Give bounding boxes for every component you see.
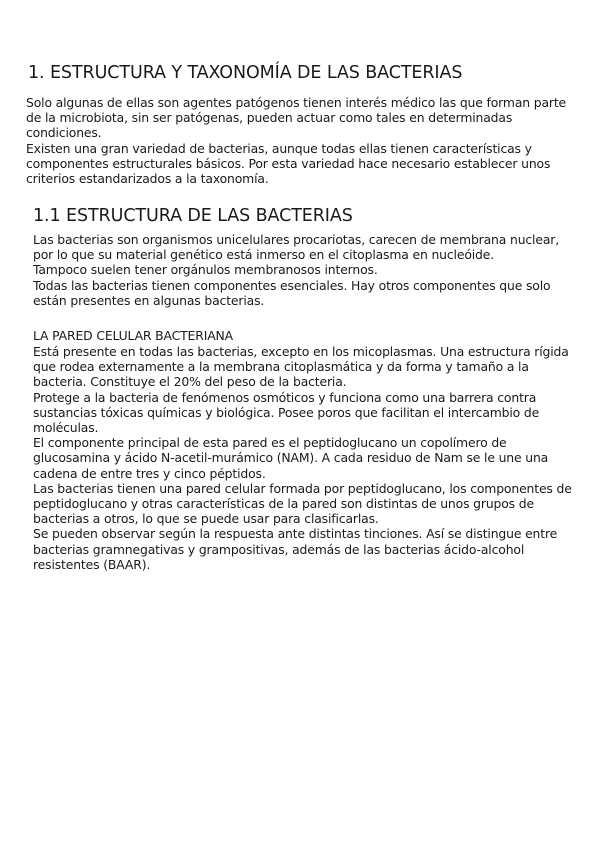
paragraph: Está presente en todas las bacterias, excepto en los micoplasmas. Una estructura rígida que rodea externamente a la membrana citoplasmática y da forma y tamaño a la bacteria. Constituye el 20% del peso de la bacteria. — [33, 344, 569, 390]
section-1-body — [26, 95, 578, 186]
paragraph: Se pueden observar según la respuesta ante distintas tinciones. Así se distingue entre bacterias gramnegativas y grampositivas, además de las bacterias ácido-alcohol resistentes (BAAR). — [33, 526, 558, 572]
pared-title: LA PARED CELULAR BACTERIANA — [33, 328, 233, 343]
paragraph: El componente principal de esta pared es el peptidoglucano un copolímero de glucosamina y ácido N-acetil-murámico (NAM). A cada residuo de Nam se le une una cadena de entre tres y cinco péptidos. — [33, 435, 549, 481]
section-1-1-title: 1.1 ESTRUCTURA DE LAS BACTERIAS — [33, 206, 353, 226]
pared-body — [33, 344, 581, 572]
section-1-title: 1. ESTRUCTURA Y TAXONOMÍA DE LAS BACTERIAS — [28, 63, 463, 83]
paragraph: Protege a la bacteria de fenómenos osmóticos y funciona como una barrera contra sustancias tóxicas químicas y biológica. Posee poros que facilitan el intercambio de moléculas. — [33, 389, 540, 436]
paragraph: Existen una gran variedad de bacterias, aunque todas ellas tienen características y componentes estructurales básicos. Por esta variedad hace necesario establecer unos criterios estandarizados a la taxonomía. — [26, 140, 551, 187]
section-1-1-body — [33, 232, 581, 308]
paragraph: Las bacterias tienen una pared celular formada por peptidoglucano, los componentes de peptidoglucano y otras características de la pared son distintas de unos grupos de bacterias a otros, lo que se puede usar para clasificarlas. — [33, 480, 572, 527]
paragraph: Solo algunas de ellas son agentes patógenos tienen interés médico las que forman parte de la microbiota, sin ser patógenas, pueden actuar como tales en determinadas condiciones. — [26, 95, 567, 141]
paragraph: Las bacterias son organismos unicelulares procariotas, carecen de membrana nuclear, por lo que su material genético está inmerso en el citoplasma en nucleóide. — [33, 232, 559, 263]
paragraph: Todas las bacterias tienen componentes esenciales. Hay otros componentes que solo están presentes en algunas bacterias. — [33, 277, 551, 308]
paragraph: Tampoco suelen tener orgánulos membranosos internos. — [33, 262, 378, 278]
